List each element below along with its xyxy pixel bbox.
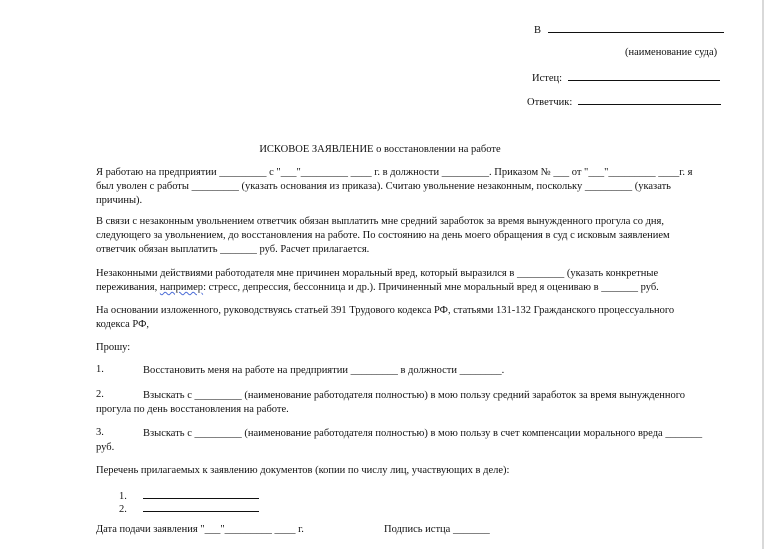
- court-field[interactable]: [548, 22, 724, 33]
- spellcheck-word: например: [159, 282, 204, 293]
- attachments-heading: Перечень прилагаемых к заявлению документов (копии по числу лиц, участвующих в деле):: [96, 465, 510, 476]
- plaintiff-line: [532, 70, 720, 84]
- paragraph-legal-basis: [96, 304, 706, 332]
- request-item-1: [96, 364, 142, 375]
- paragraph-moral-damage: [96, 267, 706, 295]
- text-line: Я работаю на предприятии _________ с "___"_________ ____ г. в должности _________. Приказом № ___ от "___"_________ ____г. я: [96, 167, 693, 178]
- request-text-2-cont: прогула по день восстановления на работе.: [96, 404, 289, 415]
- text-line: Взыскать с _________ (наименование работодателя полностью) в мою пользу в счет компенсации морального вреда _______: [143, 428, 703, 439]
- attachment-field[interactable]: [143, 501, 259, 512]
- ask-heading: Прошу:: [96, 342, 131, 353]
- text-line: [96, 281, 706, 295]
- document-title: ИСКОВОЕ ЗАЯВЛЕНИЕ о восстановлении на работе: [259, 144, 501, 155]
- item-number: 3.: [96, 427, 104, 438]
- filing-date: Дата подачи заявления "___"_________ ____ г.: [96, 524, 304, 535]
- request-text-2: [143, 389, 703, 403]
- text-line: ответчик обязан выплатить _______ руб. Расчет прилагается.: [96, 244, 370, 255]
- item-number: 1.: [96, 364, 104, 375]
- attachment-item-1: [119, 488, 259, 502]
- text-fragment: : стресс, депрессия, бессонница и др.). Причиненный мне моральный вред я оцениваю в _______ руб.: [203, 282, 659, 293]
- text-line: был уволен с работы _________ (указать основания из приказа). Считаю увольнение незаконным, поскольку _________ (указать: [96, 181, 671, 192]
- court-prefix: В: [534, 25, 542, 36]
- plaintiff-signature: Подпись истца _______: [384, 524, 490, 535]
- request-text-3-cont: руб.: [96, 442, 115, 453]
- text-line: кодекса РФ,: [96, 319, 150, 330]
- court-line: [534, 22, 724, 36]
- plaintiff-label: Истец:: [532, 73, 563, 84]
- defendant-label: Ответчик:: [527, 97, 573, 108]
- defendant-line: [527, 94, 721, 108]
- request-text-1: [143, 364, 703, 378]
- text-line: В связи с незаконным увольнением ответчик обязан выплатить мне средний заработок за время вынужденного прогула со дня,: [96, 216, 664, 227]
- paragraph-wages: [96, 215, 706, 257]
- paragraph-employment: [96, 166, 706, 208]
- item-number: 2.: [96, 389, 104, 400]
- request-item-3: [96, 427, 142, 438]
- text-line: причины).: [96, 195, 143, 206]
- text-line: На основании изложенного, руководствуясь статьей 391 Трудового кодекса РФ, статьями 131-132 Гражданского процессуального: [96, 305, 675, 316]
- text-line: следующего за увольнением, до восстановления на работе. По состоянию на день моего обращения в суд с исковым заявлением: [96, 230, 670, 241]
- defendant-field[interactable]: [578, 94, 721, 105]
- attachment-item-2: [119, 501, 259, 515]
- text-line: Взыскать с _________ (наименование работодателя полностью) в мою пользу средний заработок за время вынужденного: [143, 390, 686, 401]
- request-item-2: [96, 389, 142, 400]
- text-line: Восстановить меня на работе на предприятии _________ в должности ________.: [143, 365, 505, 376]
- attachment-field[interactable]: [143, 488, 259, 499]
- request-text-3: [143, 427, 703, 441]
- text-line: Незаконными действиями работодателя мне причинен моральный вред, который выразился в _________ (указать конкретные: [96, 268, 659, 279]
- text-fragment: переживания,: [96, 282, 160, 293]
- plaintiff-field[interactable]: [568, 70, 720, 81]
- item-number: 2.: [119, 504, 127, 515]
- court-caption: (наименование суда): [625, 47, 718, 58]
- item-number: 1.: [119, 491, 127, 502]
